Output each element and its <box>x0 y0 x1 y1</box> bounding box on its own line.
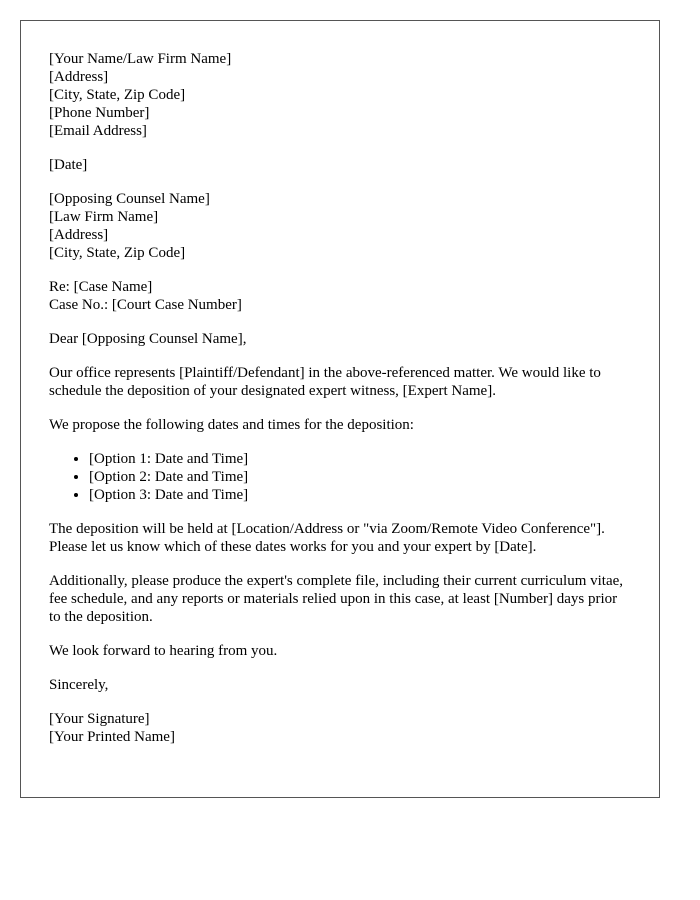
date-block <box>49 156 631 174</box>
printed-name-line: [Your Printed Name] <box>49 729 175 745</box>
recipient-block <box>49 190 631 262</box>
letter-page <box>20 20 660 798</box>
closing-line-paragraph: We look forward to hearing from you. <box>49 643 278 659</box>
case-number-line: Case No.: [Court Case Number] <box>49 297 242 313</box>
re-line: Re: [Case Name] <box>49 279 153 295</box>
intro-paragraph: Our office represents [Plaintiff/Defendant] in the above-referenced matter. We would like to schedule the deposition of your designated expert witness, [Expert Name]. <box>49 365 601 399</box>
date-option-item: • [Option 3: Date and Time] <box>89 486 631 504</box>
recipient-address: [Address] <box>49 227 109 243</box>
sender-phone: [Phone Number] <box>49 105 150 121</box>
recipient-city-state-zip: [City, State, Zip Code] <box>49 245 186 261</box>
date-option-item: • [Option 2: Date and Time] <box>89 468 631 486</box>
production-paragraph: Additionally, please produce the expert's complete file, including their current curriculum vitae, fee schedule, and any reports or materials relied upon in this case, at least [Number] days prior to the deposition. <box>49 573 624 625</box>
signature-block <box>49 710 631 746</box>
signature-line: [Your Signature] <box>49 711 150 727</box>
letter-date: [Date] <box>49 157 88 173</box>
closing: Sincerely, <box>49 677 109 693</box>
reference-block <box>49 278 631 314</box>
salutation: Dear [Opposing Counsel Name], <box>49 331 247 347</box>
recipient-firm: [Law Firm Name] <box>49 209 159 225</box>
location-paragraph: The deposition will be held at [Location/Address or "via Zoom/Remote Video Conference"]. Please let us know which of these dates works for you and your expert by [Date]. <box>49 521 605 555</box>
sender-email: [Email Address] <box>49 123 147 139</box>
sender-city-state-zip: [City, State, Zip Code] <box>49 87 186 103</box>
sender-block <box>49 50 631 140</box>
date-option-item: • [Option 1: Date and Time] <box>89 450 631 468</box>
sender-address: [Address] <box>49 69 109 85</box>
sender-name: [Your Name/Law Firm Name] <box>49 51 232 67</box>
recipient-name: [Opposing Counsel Name] <box>49 191 210 207</box>
propose-paragraph: We propose the following dates and times for the deposition: <box>49 417 414 433</box>
date-options-list <box>49 450 631 504</box>
